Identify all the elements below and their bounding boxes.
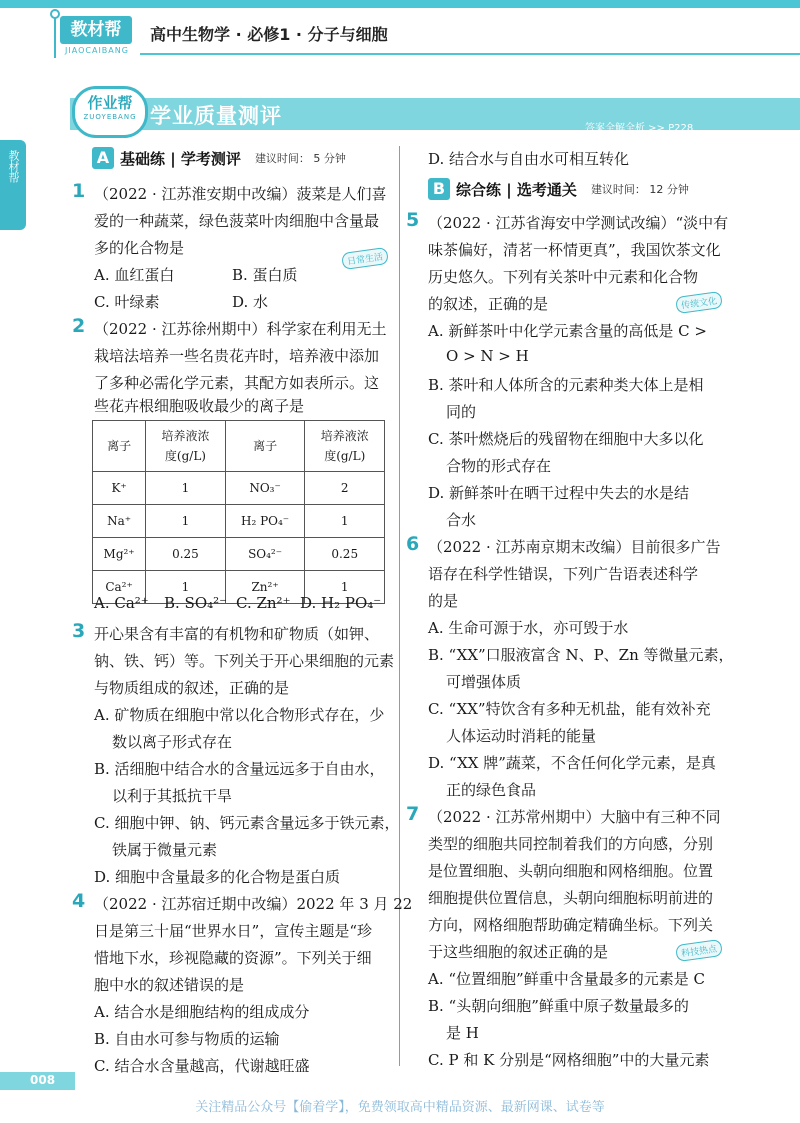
section-title: 学业质量测评	[150, 104, 282, 128]
question-text-line: 日是第三十届“世界水日”，宣传主题是“珍	[94, 922, 373, 940]
badge-subtitle: ZUOYEBANG	[83, 113, 137, 121]
table-cell: Na⁺	[93, 505, 146, 538]
question-text-line: 些花卉根细胞吸收最少的离子是	[94, 397, 305, 415]
option-a-cont: 数以离子形式存在	[112, 733, 233, 751]
option-b: B. 活细胞中结合水的含量远远多于自由水，	[94, 760, 385, 778]
table-cell: Mg²⁺	[93, 538, 146, 571]
daily-life-stamp: 日常生活	[341, 247, 389, 270]
option-c: C. 茶叶燃烧后的残留物在细胞中大多以化	[428, 430, 704, 448]
answer-reference: 答案全解全析 >> P228	[585, 123, 694, 134]
table-cell: 1	[146, 472, 226, 505]
table-header-cell: 离子	[93, 421, 146, 472]
question-text-line: 惜地下水，珍视隐藏的资源”。下列关于细	[94, 949, 372, 967]
logo-subtext: JIAOCAIBANG	[65, 46, 129, 55]
option-d: D. 水	[232, 293, 269, 311]
option-c: C. P 和 K 分别是“网格细胞”中的大量元素	[428, 1051, 710, 1069]
option-a: A. 血红蛋白	[94, 266, 175, 284]
question-text-line: 历史悠久。下列有关茶叶中元素和化合物	[428, 268, 699, 286]
section-a-heading	[92, 147, 346, 169]
table-row	[93, 505, 385, 538]
option-c-cont: 铁属于微量元素	[112, 841, 218, 859]
option-d-cont: 合水	[446, 511, 477, 529]
question-text-line: （2022 · 江苏常州期中）大脑中有三种不同	[428, 808, 721, 826]
option-b-cont: 可增强体质	[446, 673, 522, 691]
table-cell: 1	[146, 571, 226, 604]
table-cell: SO₄²⁻	[225, 538, 305, 571]
section-b-heading	[428, 178, 689, 200]
question-number: 4	[72, 890, 86, 912]
header-text: 度(g/L)	[324, 449, 366, 463]
option-c: C. 细胞中钾、钠、钙元素含量远多于铁元素，	[94, 814, 400, 832]
section-b-time: 建议时间： 12 分钟	[590, 183, 689, 196]
question-text-line: 方向，网格细胞帮助确定精确坐标。下列关	[428, 916, 714, 934]
question-text-line: （2022 · 江苏徐州期中）科学家在利用无土	[94, 320, 387, 338]
option-d: D. “XX 牌”蔬菜，不含任何化学元素，是真	[428, 754, 716, 772]
question-text-line: 是位置细胞、头朝向细胞和网格细胞。位置	[428, 862, 714, 880]
publisher-logo	[48, 6, 134, 64]
option-b: B. “头朝向细胞”鲜重中原子数量最多的	[428, 997, 689, 1015]
option-d-cont: 正的绿色食品	[446, 781, 537, 799]
question-text-line: （2022 · 江苏宿迁期中改编）2022 年 3 月 22	[94, 895, 413, 913]
footer-watermark-note: 关注精品公众号【偷着学】，免费领取高中精品资源、最新网课、试卷等	[195, 1100, 605, 1115]
table-cell: 1	[305, 505, 385, 538]
option-b: B. 自由水可参与物质的运输	[94, 1030, 280, 1048]
option-c: C. Zn²⁺	[236, 594, 291, 612]
header-text: 培养液浓	[161, 429, 210, 443]
option-a: A. 新鲜茶叶中化学元素含量的高低是 C >	[428, 322, 707, 340]
question-number: 7	[406, 803, 420, 825]
option-b-cont: 是 H	[446, 1024, 479, 1042]
option-c: C. “XX”特饮含有多种无机盐，能有效补充	[428, 700, 711, 718]
option-a: A. 结合水是细胞结构的组成成分	[94, 1003, 310, 1021]
question-text-line: 了多种必需化学元素，其配方如表所示。这	[94, 374, 380, 392]
option-c: C. 结合水含量越高，代谢越旺盛	[94, 1057, 310, 1075]
column-divider	[399, 146, 400, 1066]
question-text-line: 细胞提供位置信息，头朝向细胞标明前进的	[428, 889, 714, 907]
question-number: 2	[72, 315, 86, 337]
table-cell: 0.25	[146, 538, 226, 571]
table-header-cell	[146, 421, 226, 472]
table-row	[93, 472, 385, 505]
header-text: 培养液浓	[320, 429, 369, 443]
option-b: B. 蛋白质	[232, 266, 298, 284]
option-a: A. 矿物质在细胞中常以化合物形式存在，少	[94, 706, 385, 724]
option-d: D. 新鲜茶叶在晒干过程中失去的水是结	[428, 484, 690, 502]
question-text-line: （2022 · 江苏南京期末改编）目前很多广告	[428, 538, 721, 556]
zuoyebang-badge	[72, 86, 148, 138]
book-title: 高中生物学 · 必修1 · 分子与细胞	[150, 25, 388, 44]
question-text-line: 类型的细胞共同控制着我们的方向感，分别	[428, 835, 714, 853]
section-a-name: 基础练 | 学考测评	[120, 149, 241, 168]
table-cell: H₂ PO₄⁻	[225, 505, 305, 538]
header-text: 度(g/L)	[164, 449, 206, 463]
option-b-cont: 以利于其抵抗干旱	[112, 787, 233, 805]
option-b-cont: 同的	[446, 403, 477, 421]
question-number: 1	[72, 180, 86, 202]
question-text-line: 的是	[428, 592, 459, 610]
question-text-line: 胞中水的叙述错误的是	[94, 976, 245, 994]
question-number: 3	[72, 620, 86, 642]
option-c-cont: 合物的形式存在	[446, 457, 552, 475]
table-header-row	[93, 421, 385, 472]
option-c-cont: 人体运动时消耗的能量	[446, 727, 597, 745]
table-header-cell: 离子	[225, 421, 305, 472]
ion-concentration-table	[92, 420, 385, 604]
option-d: D. 结合水与自由水可相互转化	[428, 150, 630, 168]
tech-hotspot-stamp: 科技热点	[675, 939, 723, 962]
table-cell: NO₃⁻	[225, 472, 305, 505]
badge-title: 作业帮	[87, 94, 133, 112]
section-a-time: 建议时间： 5 分钟	[254, 152, 346, 165]
section-b-letter: B	[428, 178, 450, 200]
question-text-line: 语存在科学性错误，下列广告语表述科学	[428, 565, 699, 583]
table-cell: 0.25	[305, 538, 385, 571]
side-tab-label: 教材帮	[7, 150, 20, 183]
question-number: 6	[406, 533, 420, 555]
header-divider	[140, 53, 800, 55]
table-cell: 1	[305, 571, 385, 604]
logo-text: 教材帮	[60, 16, 132, 44]
side-tab	[0, 140, 26, 230]
option-d: D. H₂ PO₄⁻	[300, 594, 382, 612]
question-text-line: 钠、铁、钙）等。下列关于开心果细胞的元素	[94, 652, 395, 670]
option-c: C. 叶绿素	[94, 293, 160, 311]
option-a: A. Ca²⁺	[94, 594, 149, 612]
question-text-line: 味茶偏好，清茗一杯情更真”，我国饮茶文化	[428, 241, 721, 259]
option-b: B. “XX”口服液富含 N、P、Zn 等微量元素，	[428, 646, 734, 664]
table-header-cell	[305, 421, 385, 472]
table-cell: 1	[146, 505, 226, 538]
option-a-cont: O > N > H	[446, 347, 529, 365]
option-a: A. 生命可源于水，亦可毁于水	[428, 619, 629, 637]
question-text-line: 于这些细胞的叙述正确的是	[428, 943, 609, 961]
option-b: B. SO₄²⁻	[164, 594, 228, 612]
question-text-line: 开心果含有丰富的有机物和矿物质（如钾、	[94, 625, 380, 643]
table-cell: K⁺	[93, 472, 146, 505]
question-number: 5	[406, 209, 420, 231]
question-text-line: （2022 · 江苏淮安期中改编）菠菜是人们喜	[94, 185, 387, 203]
question-text-line: （2022 · 江苏省海安中学测试改编）“淡中有	[428, 214, 729, 232]
question-text-line: 爱的一种蔬菜，绿色菠菜叶肉细胞中含量最	[94, 212, 380, 230]
section-b-name: 综合练 | 选考通关	[456, 180, 577, 199]
question-text-line: 与物质组成的叙述，正确的是	[94, 679, 290, 697]
table-row	[93, 538, 385, 571]
table-cell: 2	[305, 472, 385, 505]
table-cell: Ca²⁺	[93, 571, 146, 604]
page-number: 008	[30, 1073, 56, 1087]
question-text-line: 栽培法培养一些名贵花卉时，培养液中添加	[94, 347, 380, 365]
section-a-letter: A	[92, 147, 114, 169]
question-text-line: 多的化合物是	[94, 239, 185, 257]
option-b: B. 茶叶和人体所含的元素种类大体上是相	[428, 376, 704, 394]
traditional-culture-stamp: 传统文化	[675, 291, 723, 314]
question-text-line: 的叙述，正确的是	[428, 295, 549, 313]
option-d: D. 细胞中含量最多的化合物是蛋白质	[94, 868, 341, 886]
table-cell: Zn²⁺	[225, 571, 305, 604]
option-a: A. “位置细胞”鲜重中含量最多的元素是 C	[428, 970, 705, 988]
